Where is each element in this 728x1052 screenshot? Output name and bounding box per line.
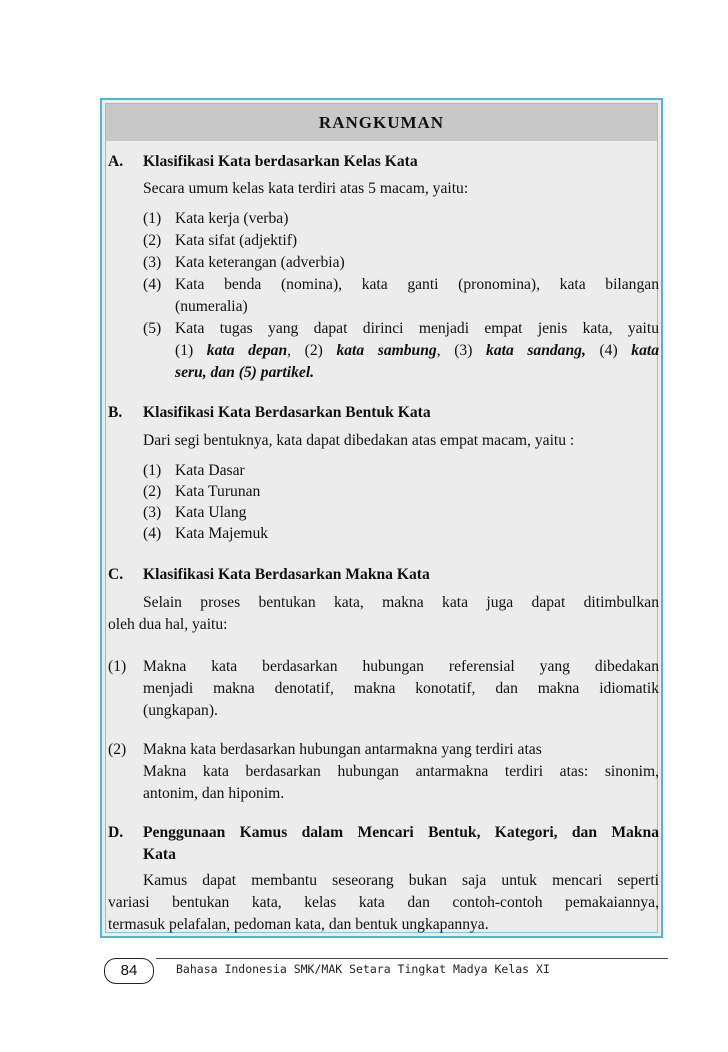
section-c-intro: Selain proses bentukan kata, makna kata juga dapat ditimbulkan: [143, 594, 659, 611]
list-item: Kata tugas yang dapat dirinci menjadi empat jenis kata, yaitu: [175, 320, 659, 337]
section-d-letter: D.: [108, 824, 124, 841]
list-item-num: (3): [143, 254, 162, 271]
text-run: , (2): [287, 342, 323, 359]
text-run: (4): [599, 342, 618, 359]
footer-rule: [156, 958, 668, 959]
list-item: Kata Turunan: [175, 483, 261, 500]
section-c-intro-continuation: oleh dua hal, yaitu:: [108, 616, 228, 633]
summary-title: RANGKUMAN: [106, 104, 657, 141]
list-item: Makna kata berdasarkan hubungan antarmakna yang terdiri atas: [143, 741, 542, 758]
list-item-continuation: (numeralia): [175, 298, 248, 315]
footer-book-title: Bahasa Indonesia SMK/MAK Setara Tingkat Madya Kelas XI: [176, 962, 550, 976]
list-item-num: (1): [143, 462, 162, 479]
list-item: Kata Ulang: [175, 504, 247, 521]
emphasis: kata depan: [206, 342, 288, 359]
section-b-heading: Klasifikasi Kata Berdasarkan Bentuk Kata: [143, 404, 431, 421]
list-item: Kata Dasar: [175, 462, 245, 479]
section-a-heading: Klasifikasi Kata berdasarkan Kelas Kata: [143, 153, 418, 170]
section-d-body-continuation: variasi bentukan kata, kelas kata dan contoh-contoh pemakaiannya,: [108, 894, 659, 911]
section-b-intro: Dari segi bentuknya, kata dapat dibedakan atas empat macam, yaitu :: [143, 432, 575, 449]
list-item-continuation: menjadi makna denotatif, makna konotatif, dan makna idiomatik: [143, 680, 659, 697]
emphasis: kata sambung: [336, 342, 437, 359]
section-c-heading: Klasifikasi Kata Berdasarkan Makna Kata: [143, 566, 430, 583]
list-item-continuation: [175, 340, 659, 361]
section-d-heading: Penggunaan Kamus dalam Mencari Bentuk, Kategori, dan Makna: [143, 824, 659, 841]
list-item-num: (4): [143, 276, 162, 293]
section-b-letter: B.: [108, 404, 123, 421]
section-d-heading-continuation: Kata: [143, 846, 176, 863]
list-item: Kata sifat (adjektif): [175, 232, 298, 249]
page-number: 84: [104, 958, 154, 984]
list-item: Kata keterangan (adverbia): [175, 254, 345, 271]
list-item-continuation: (ungkapan).: [143, 702, 218, 719]
list-item-num: (1): [108, 658, 127, 675]
list-item-num: (2): [108, 741, 127, 758]
list-item: Kata kerja (verba): [175, 210, 289, 227]
list-item-num: (2): [143, 483, 162, 500]
list-item-num: (3): [143, 504, 162, 521]
list-item: Makna kata berdasarkan hubungan referensial yang dibedakan: [143, 658, 659, 675]
list-item-num: (4): [143, 525, 162, 542]
section-a-intro: Secara umum kelas kata terdiri atas 5 macam, yaitu:: [143, 180, 469, 197]
list-item-num: (1): [143, 210, 162, 227]
list-item: Kata Majemuk: [175, 525, 269, 542]
section-d-body-continuation: termasuk pelafalan, pedoman kata, dan bentuk ungkapannya.: [108, 916, 489, 933]
list-item-num: (5): [143, 320, 162, 337]
list-item-continuation: Makna kata berdasarkan hubungan antarmakna terdiri atas: sinonim,: [143, 763, 659, 780]
emphasis: kata: [631, 342, 659, 359]
list-item-continuation: antonim, dan hiponim.: [143, 785, 285, 802]
section-c-letter: C.: [108, 566, 124, 583]
list-item-continuation: seru, dan (5) partikel.: [175, 364, 315, 381]
emphasis: kata sandang,: [486, 342, 586, 359]
section-d-body: Kamus dapat membantu seseorang bukan saja untuk mencari seperti: [143, 872, 659, 889]
text-run: (1): [175, 342, 194, 359]
list-item-num: (2): [143, 232, 162, 249]
section-a-letter: A.: [108, 153, 124, 170]
list-item: Kata benda (nomina), kata ganti (pronomina), kata bilangan: [175, 276, 659, 293]
text-run: , (3): [436, 342, 473, 359]
